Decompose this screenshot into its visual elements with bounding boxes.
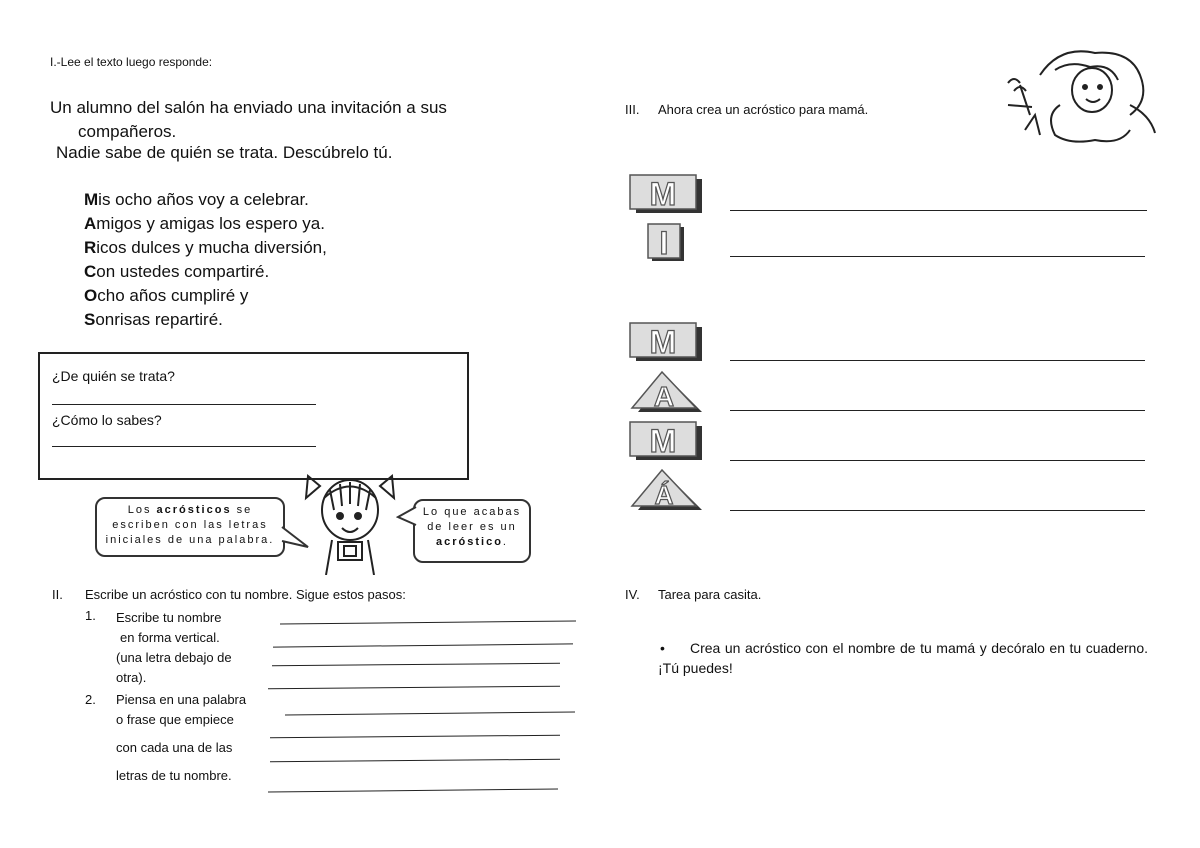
- poem-line: Con ustedes compartiré.: [84, 262, 270, 281]
- svg-text:A: A: [653, 381, 675, 412]
- svg-text:I: I: [659, 225, 669, 261]
- section-2-numeral: II.: [52, 587, 63, 602]
- svg-text:Á: Á: [654, 480, 674, 510]
- poem-line: Mis ocho años voy a celebrar.: [84, 190, 309, 209]
- name-write-line[interactable]: [270, 759, 560, 763]
- speech-bubble-right: Lo que acabas de leer es un acróstico.: [413, 499, 531, 563]
- section-4-title: Tarea para casita.: [658, 587, 762, 602]
- acrostic-line-mama[interactable]: [730, 410, 1145, 411]
- intro-line-2: compañeros.: [78, 122, 177, 141]
- svg-text:M: M: [649, 324, 677, 360]
- answer-line-who[interactable]: [52, 404, 316, 405]
- section-4-numeral: IV.: [625, 587, 640, 602]
- step-2-text: Piensa en una palabra o frase que empiece con cada una de las letras de tu nombre.: [116, 692, 247, 783]
- mom-illustration: [1000, 45, 1160, 150]
- section-2-title: Escribe un acróstico con tu nombre. Sigue estos pasos:: [85, 587, 406, 602]
- speech-bubble-left: Los acrósticos se escriben con las letras iniciales de una palabra.: [95, 497, 285, 557]
- intro-line-1: Un alumno del salón ha enviado una invitación a sus: [50, 98, 447, 117]
- name-write-line[interactable]: [268, 686, 560, 690]
- acrostic-line-mi[interactable]: [730, 256, 1145, 257]
- acrostic-line-mama[interactable]: [730, 360, 1145, 361]
- intro-paragraph: [50, 96, 575, 144]
- poem-line: Ricos dulces y mucha diversión,: [84, 238, 327, 257]
- acrostic-poem: [84, 188, 327, 332]
- acrostic-line-mama[interactable]: [730, 460, 1145, 461]
- acrostic-line-mama[interactable]: [730, 510, 1145, 511]
- svg-text:M: M: [649, 423, 677, 459]
- question-box: [38, 352, 469, 480]
- block-letter-m: [628, 420, 708, 464]
- step-2-number: 2.: [85, 692, 96, 707]
- name-write-line[interactable]: [285, 711, 575, 715]
- girl-illustration: [300, 470, 400, 575]
- svg-text:M: M: [649, 176, 677, 212]
- answer-line-how[interactable]: [52, 446, 316, 447]
- intro-line-3: Nadie sabe de quién se trata. Descúbrelo tú.: [56, 143, 393, 162]
- block-letter-m: [628, 173, 708, 217]
- name-write-line[interactable]: [270, 735, 560, 739]
- question-how: ¿Cómo lo sabes?: [52, 412, 162, 428]
- block-letter-m: [628, 321, 708, 365]
- section-3-title: Ahora crea un acróstico para mamá.: [658, 102, 869, 117]
- block-letter-a: [628, 370, 708, 414]
- section-3-numeral: III.: [625, 102, 640, 117]
- block-letter-i: [646, 222, 690, 262]
- name-write-line[interactable]: [273, 643, 573, 647]
- homework-task: Crea un acróstico con el nombre de tu mamá y decóralo en tu cuaderno. ¡Tú puedes!: [658, 640, 1148, 676]
- poem-line: Amigos y amigas los espero ya.: [84, 214, 325, 233]
- name-write-line[interactable]: [272, 663, 560, 667]
- name-write-line[interactable]: [280, 620, 576, 624]
- question-who: ¿De quién se trata?: [52, 368, 175, 384]
- bullet-icon: •: [660, 640, 665, 656]
- acrostic-line-mi[interactable]: [730, 210, 1147, 211]
- step-1-number: 1.: [85, 608, 96, 623]
- section-1-title: I.-Lee el texto luego responde:: [50, 55, 213, 69]
- name-write-line[interactable]: [268, 788, 558, 792]
- step-1-text: Escribe tu nombre en forma vertical. (una letra debajo de otra).: [116, 610, 232, 685]
- block-letter-a-accent: [628, 466, 708, 512]
- poem-line: Sonrisas repartiré.: [84, 310, 223, 329]
- poem-line: Ocho años cumpliré y: [84, 286, 249, 305]
